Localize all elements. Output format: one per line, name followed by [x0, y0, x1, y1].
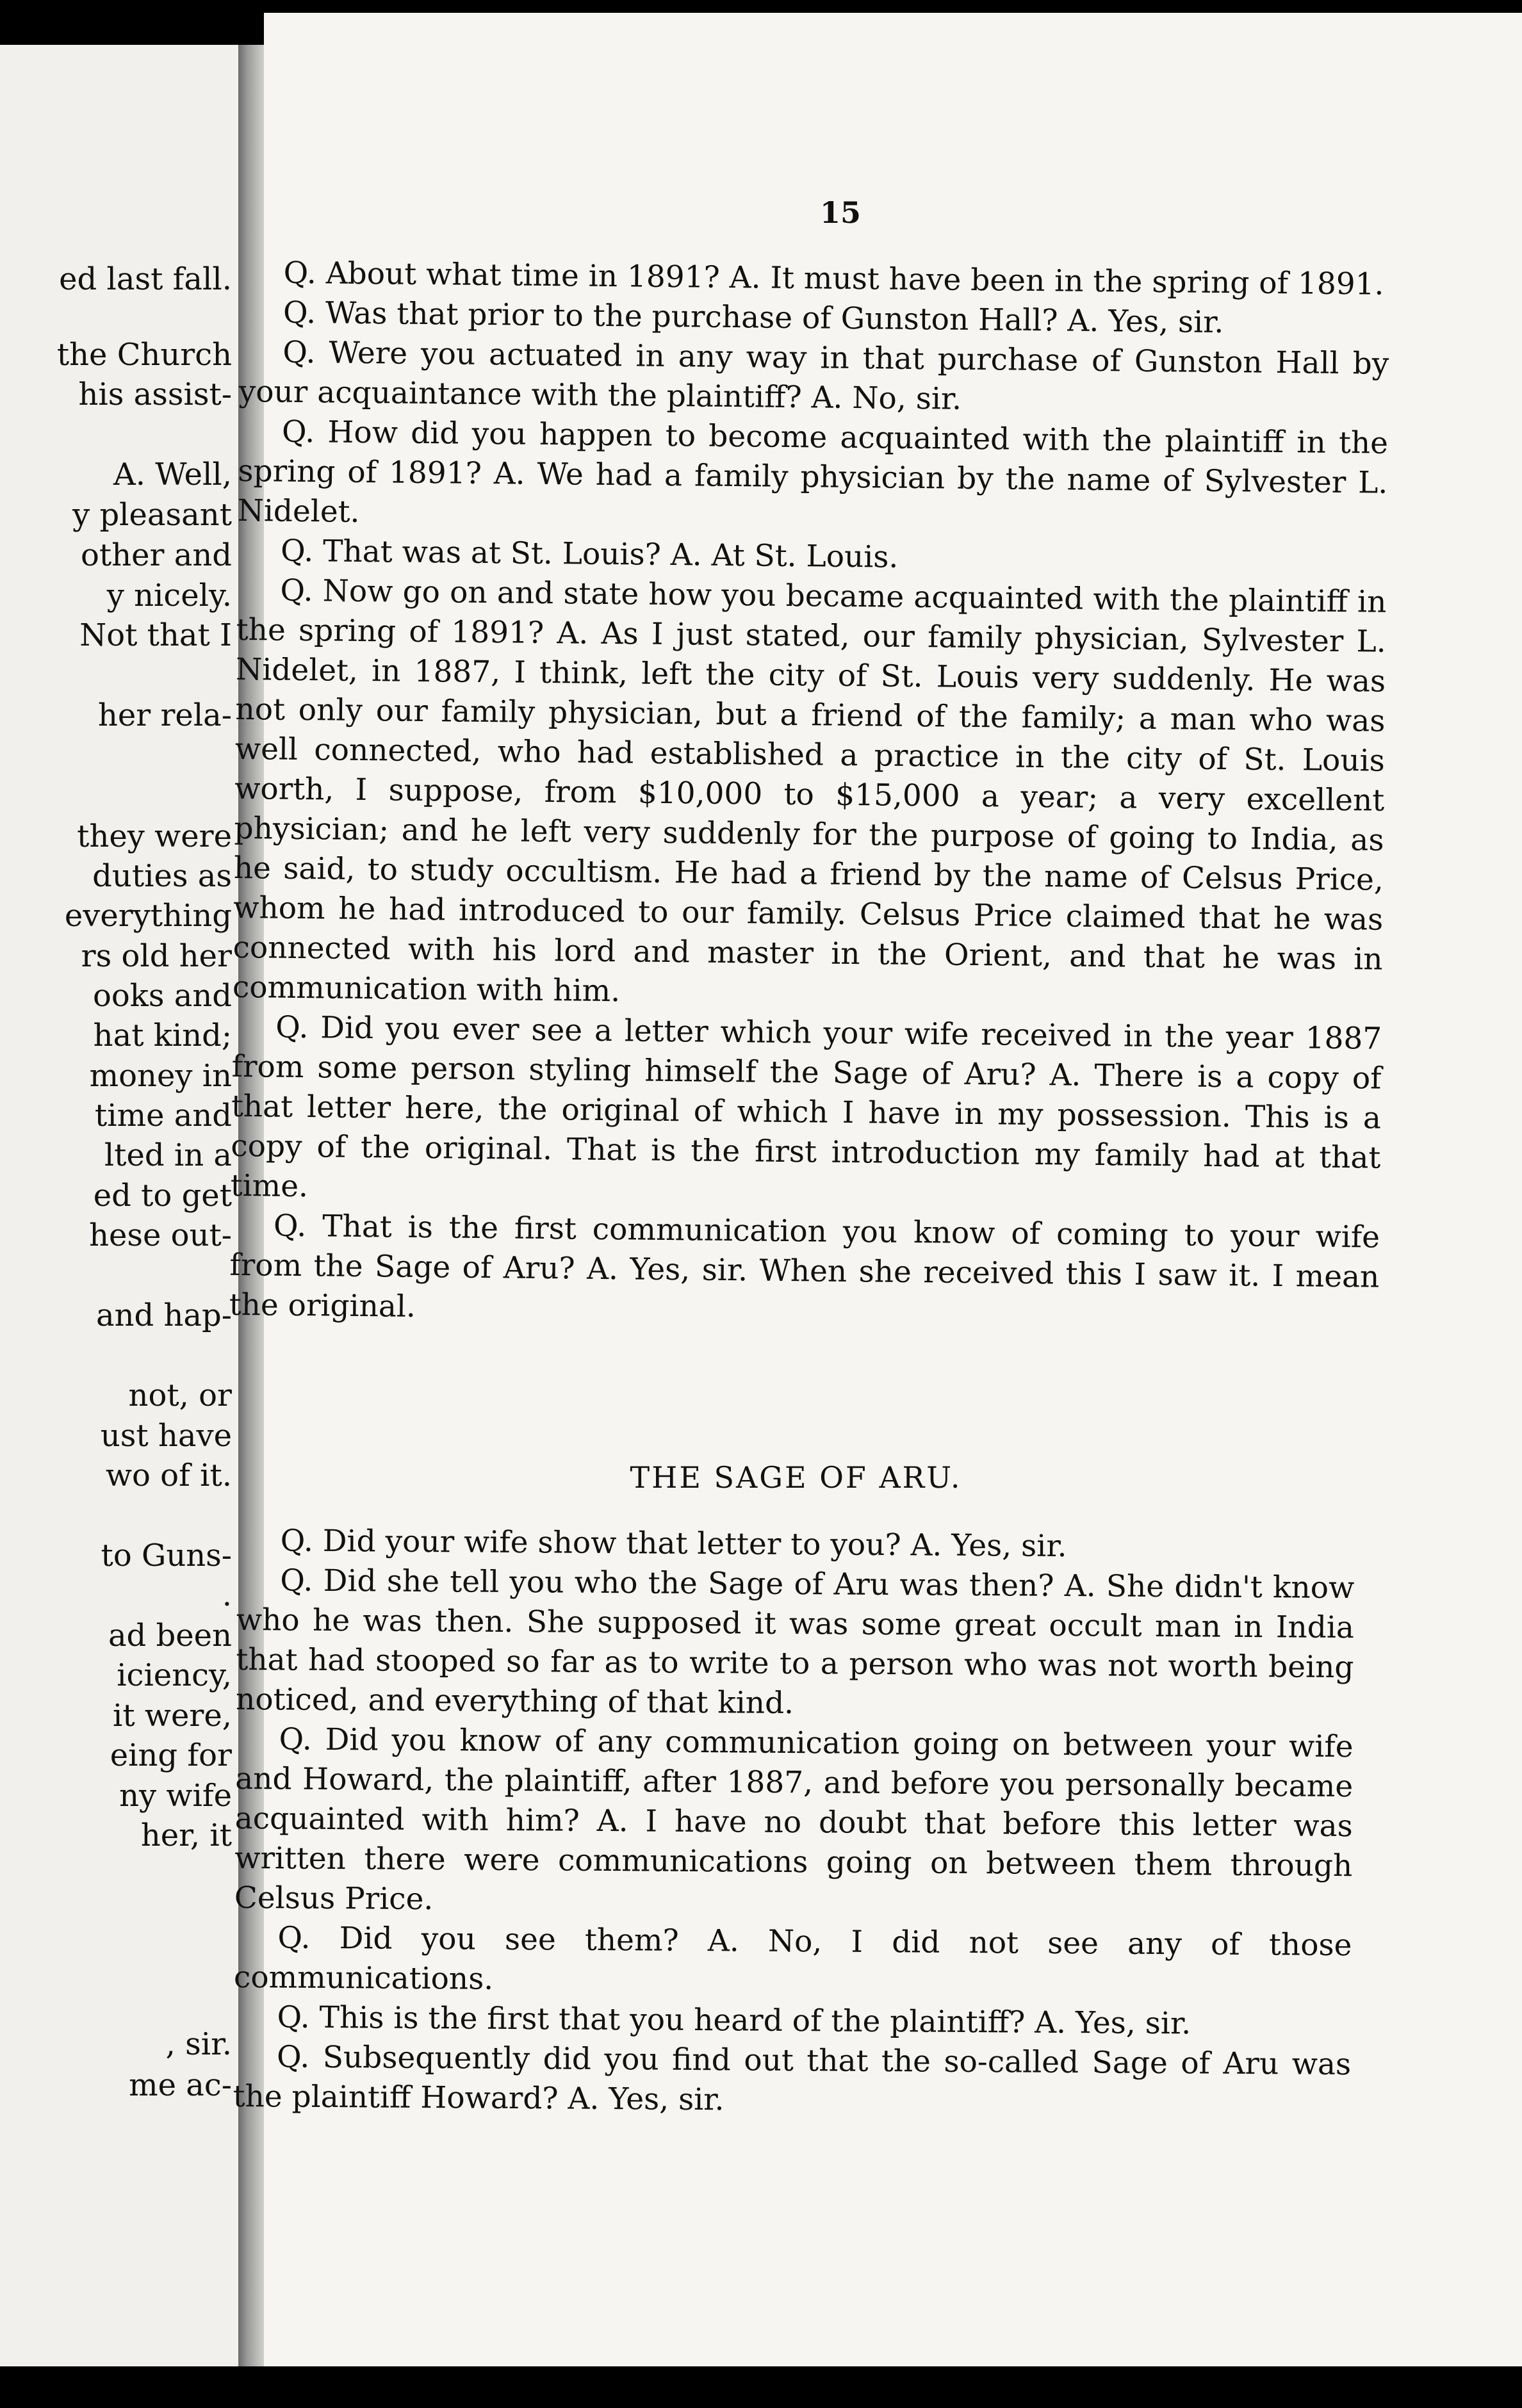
left-line: her, it: [140, 1818, 232, 1853]
left-line: A. Well,: [113, 457, 232, 492]
left-line: wo of it.: [105, 1458, 232, 1493]
left-line: eing for: [110, 1737, 232, 1773]
left-line: ad been: [108, 1618, 232, 1654]
left-line: hat kind;: [93, 1018, 232, 1054]
testimony-upper: [229, 253, 1389, 1337]
left-line: .: [222, 1577, 232, 1613]
left-line: money in: [89, 1058, 232, 1094]
left-line: to Guns-: [101, 1538, 232, 1574]
left-line: Not that I: [79, 617, 232, 653]
testimony-paragraph: Q. Were you actuated in any way in that purchase of Gunston Hall by your acquaintance with the plaintiff? A. No, sir.: [238, 334, 1389, 417]
left-line: ust have: [100, 1418, 232, 1454]
left-line: and hap-: [96, 1298, 232, 1333]
left-line: me ac-: [129, 2067, 232, 2103]
testimony-paragraph: Q. That is the first communication you know of coming to your wife from the Sage of Aru? A. Yes, sir. When she received this I saw it. I mean the original.: [229, 1208, 1380, 1324]
testimony-paragraph: Q. This is the first that you heard of the plaintiff? A. Yes, sir.: [277, 1999, 1191, 2042]
left-line: other and: [81, 537, 232, 573]
left-line: everything: [64, 898, 232, 934]
left-line: her rela-: [97, 697, 232, 733]
left-line: y nicely.: [106, 578, 232, 614]
testimony-paragraph: Q. Did your wife show that letter to you? A. Yes, sir.: [280, 1523, 1067, 1565]
left-line: not, or: [128, 1378, 232, 1413]
testimony-paragraph: Q. That was at St. Louis? A. At St. Louis.: [280, 533, 899, 575]
left-line: ooks and: [92, 978, 232, 1014]
left-line: lted in a: [104, 1137, 232, 1173]
testimony-paragraph: Q. How did you happen to become acquainted with the plaintiff in the spring of 1891? A. We had a family physician by the name of Sylvester L. Nidelet.: [237, 414, 1389, 530]
left-line: ny wife: [119, 1778, 232, 1814]
left-line: hese out-: [89, 1217, 232, 1253]
scan-border: [0, 2366, 1522, 2408]
left-line: iciency,: [117, 1657, 232, 1693]
left-line: it were,: [113, 1698, 232, 1734]
testimony-paragraph: Q. Did you ever see a letter which your wife received in the year 1887 from some person styling himself the Sage of Aru? A. There is a copy of that letter here, the original of which I have in my possession. This is a copy of the original. That is the first introduction my family had at that time.: [230, 1009, 1382, 1205]
left-line: duties as: [92, 858, 232, 894]
testimony-lower: [233, 1521, 1355, 2124]
left-line: ed to get: [93, 1178, 232, 1214]
testimony-paragraph: Q. Was that prior to the purchase of Gunston Hall? A. Yes, sir.: [282, 295, 1224, 341]
left-line: his assist-: [78, 377, 232, 412]
page-number: 15: [820, 195, 862, 230]
left-line: y pleasant: [72, 497, 232, 533]
testimony-paragraph: Q. Did she tell you who the Sage of Aru was then? A. She didn't know who he was then. She supposed it was some great occult man in India that had stooped so far as to write to a person who was not worth being noticed, and everything of that kind.: [235, 1563, 1355, 1721]
testimony-paragraph: Q. Now go on and state how you became acquainted with the plaintiff in the spring of 1891? A. As I just stated, our family physician, Sylvester L. Nidelet, in 1887, I think, left the city of St. Louis very suddenly. He was not only our family physician, but a friend of the family; a man who was well connected, who had established a practice in the city of St. Louis worth, I suppose, from $10,000 to $15,000 a year; a very excellent physician; and he left very suddenly for the purpose of going to India, as he said, to study occultism. He had a friend by the name of Celsus Price, whom he had introduced to our family. Celsus Price claimed that he was connected with his lord and master in the Orient, and that he was in communication with him.: [232, 573, 1387, 1009]
left-page-text: [0, 0, 238, 2322]
left-line: time and: [94, 1098, 232, 1134]
left-line: rs old her: [81, 938, 232, 974]
left-line: ed last fall.: [59, 261, 232, 297]
section-heading: THE SAGE OF ARU.: [630, 1460, 962, 1495]
left-line: the Church: [56, 337, 232, 373]
left-line: they were: [77, 818, 232, 854]
testimony-paragraph: Q. Subsequently did you find out that the so-called Sage of Aru was the plaintiff Howard? A. Yes, sir.: [233, 2039, 1352, 2118]
testimony-paragraph: Q. Did you know of any communication going on between your wife and Howard, the plaintiff, after 1887, and before you personally became acquainted with him? A. I have no doubt that before this letter was written there were communications going on between them through Celsus Price.: [234, 1721, 1354, 1917]
testimony-paragraph: Q. About what time in 1891? A. It must have been in the spring of 1891.: [283, 255, 1384, 302]
left-line: , sir.: [165, 2026, 232, 2062]
testimony-paragraph: Q. Did you see them? A. No, I did not see any of those communications.: [233, 1920, 1352, 1997]
